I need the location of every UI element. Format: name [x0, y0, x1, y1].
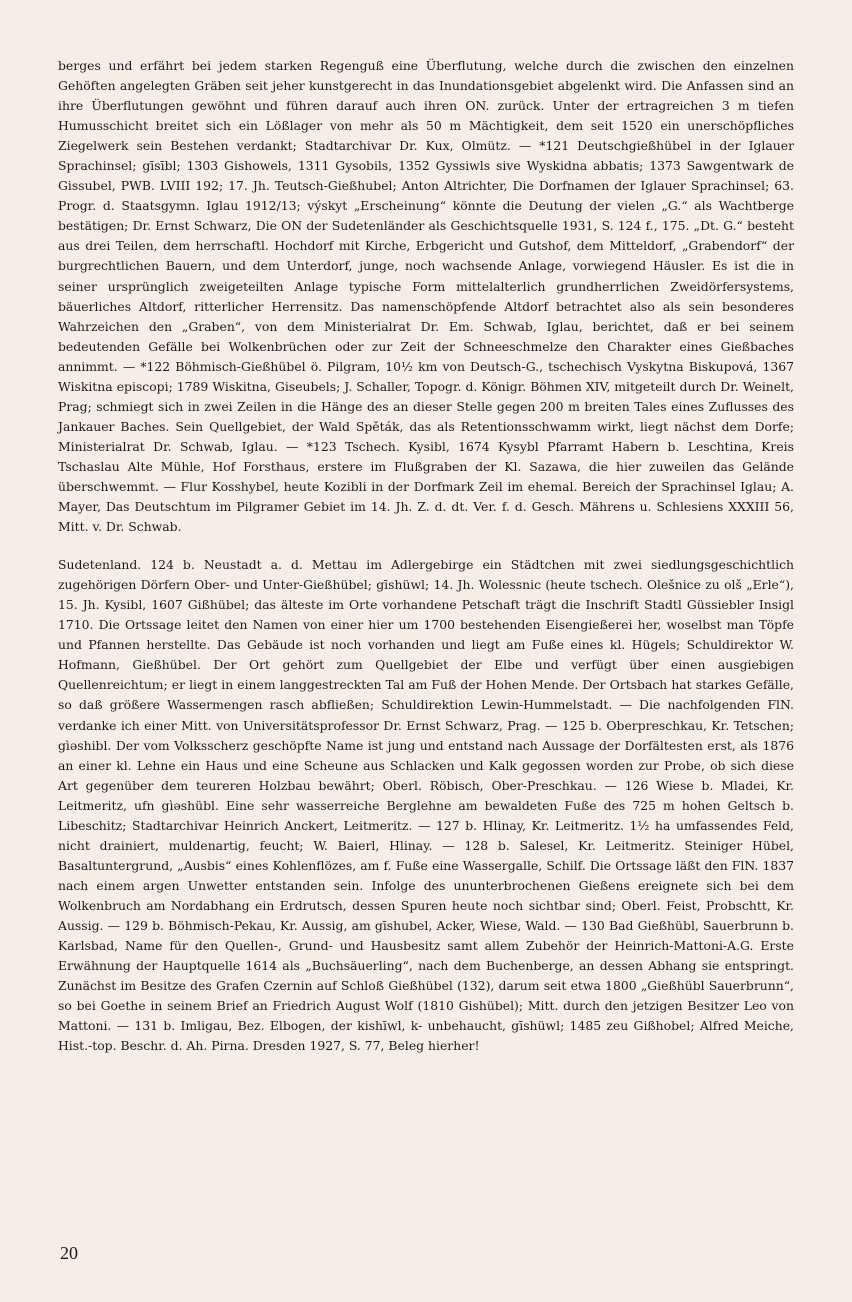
paragraph-iglau-entries: berges und erfährt bei jedem starken Regenguß eine Überflutung, welche durch die zwischen den einzelnen Gehöften angelegten Gräben seit jeher kunstgerecht in das Inundationsgebiet abgelenkt wird. Die Anfassen sind an ihre Überflutungen gewöhnt und führen darauf auch ihren ON. zurück. Unter der ertragreichen 3 m tiefen Humusschicht breitet sich ein Lößlager von mehr als 50 m Mächtigkeit, dem seit 1520 ein unerschöpfliches Ziegelwerk sein Bestehen verdankt; Stadtarchivar Dr. Kux, Olmütz. — *121 Deutschgießhübel in der Iglauer Sprachinsel; gīsībl; 1303 Gishowels, 1311 Gysobils, 1352 Gyssiwls sive Wyskidna abbatis; 1373 Sawgentwark de Gissubel, PWB. LVIII 192; 17. Jh. Teutsch-Gießhubel; Anton Altrichter, Die Dorfnamen der Iglauer Sprachinsel; 63. Progr. d. Staatsgymn. Iglau 1912/13; výskyt „Erscheinung“ könnte die Deutung der vielen „G.“ als Wachtberge bestätigen; Dr. Ernst Schwarz, Die ON der Sudetenländer als Geschichtsquelle 1931, S. 124 f., 175. „Dt. G.“ besteht aus drei Teilen, dem herrschaftl. Hochdorf mit Kirche, Erbgericht und Gutshof, dem Mitteldorf, „Grabendorf“ der burgrechtlichen Bauern, und dem Unterdorf, junge, noch wachsende Anlage, vorwiegend Häusler. Es ist die in seiner ursprünglich zweigeteilten Anlage typische Form mittelalterlich grundherrlichen Zweidörfersystems, bäuerliches Altdorf, ritterlicher Herrensitz. Das namenschöpfende Altdorf betrachtet also als sein besonderes Wahrzeichen den „Graben“, von dem Ministerialrat Dr. Em. Schwab, Iglau, berichtet, daß er bei seinem bedeutenden Gefälle bei Wolkenbrüchen oder zur Zeit der Schneeschmelze den Charakter eines Gießbaches annimmt. — *122 Böhmisch-Gießhübel ö. Pilgram, 10½ km von Deutsch-G., tschechisch Vyskytna Biskupová, 1367 Wiskitna episcopi; 1789 Wiskitna, Giseubels; J. Schaller, Topogr. d. Königr. Böhmen XIV, mitgeteilt durch Dr. Weinelt, Prag; schmiegt sich in zwei Zeilen in die Hänge des an dieser Stelle gegen 200 m breiten Tales eines Zuflusses des Jankauer Baches. Sein Quellgebiet, der Wald Spěták, das als Retentionsschwamm wirkt, liegt nächst dem Dorfe; Ministerialrat Dr. Schwab, Iglau. — *123 Tschech. Kysibl, 1674 Kysybl Pfarramt Habern b. Leschtina, Kreis Tschaslau Alte Mühle, Hof Forsthaus, erstere im Flußgraben der Kl. Sazawa, die hier zuweilen das Gelände überschwemmt. — Flur Kosshybel, heute Kozibli in der Dorfmark Zeil im ehemal. Bereich der Sprachinsel Iglau; A. Mayer, Das Deutschtum im Pilgramer Gebiet im 14. Jh. Z. d. dt. Ver. f. d. Gesch. Mährens u. Schlesiens XXXIII 56, Mitt. v. Dr. Schwab. — [58, 58, 794, 535]
paragraph-sudetenland-entries: Sudetenland. 124 b. Neustadt a. d. Mettau im Adlergebirge ein Städtchen mit zwei siedlungsgeschichtlich zugehörigen Dörfern Ober- und Unter-Gießhübel; gīshüwl; 14. Jh. Wolessnic (heute tschech. Olešnice zu olš „Erle“), 15. Jh. Kysibl, 1607 Gißhübel; das älteste im Orte vorhandene Petschaft trägt die Inschrift Stadtl Güssiebler Insigl 1710. Die Ortssage leitet den Namen von einer hier um 1700 bestehenden Eisengießerei her, woselbst man Töpfe und Pfannen herstellte. Das Gebäude ist noch vorhanden und liegt am Fuße eines kl. Hügels; Schuldirektor W. Hofmann, Gießhübel. Der Ort gehört zum Quellgebiet der Elbe und verfügt über einen ausgiebigen Quellenreichtum; er liegt in einem langgestreckten Tal am Fuß der Hohen Mende. Der Ortsbach hat starkes Gefälle, so daß größere Wassermengen rasch abfließen; Schuldirektion Lewin-Hummelstadt. — Die nachfolgenden FlN. verdanke ich einer Mitt. von Universitätsprofessor Dr. Ernst Schwarz, Prag. — 125 b. Oberpreschkau, Kr. Tetschen; gìəshibl. Der vom Volksscherz geschöpfte Name ist jung und entstand nach Aussage der Dorfältesten erst, als 1876 an einer kl. Lehne ein Haus und eine Scheune aus Schlacken und Kalk gegossen worden zur Probe, ob sich diese Art gegenüber dem teureren Holzbau bewährt; Oberl. Röbisch, Ober-Preschkau. — 126 Wiese b. Mladei, Kr. Leitmeritz, ufn gìəshübl. Eine sehr wasserreiche Berglehne am bewaldeten Fuße des 725 m hohen Geltsch b. Libeschitz; Stadtarchivar Heinrich Anckert, Leitmeritz. — 127 b. Hlinay, Kr. Leitmeritz. 1½ ha umfassendes Feld, nicht drainiert, muldenartig, feucht; W. Baierl, Hlinay. — 128 b. Salesel, Kr. Leitmeritz. Steiniger Hübel, Basaltuntergrund, „Ausbis“ eines Kohlenflözes, am f. Fuße eine Wassergalle, Schilf. Die Ortssage läßt den FlN. 1837 nach einem argen Unwetter entstanden sein. Infolge des ununterbrochenen Gießens ereignete sich bei dem Wolkenbruch am Nordabhang ein Erdrutsch, dessen Spuren heute noch sichtbar sind; Oberl. Feist, Probschtt, Kr. Aussig. — 129 b. Böhmisch-Pekau, Kr. Aussig, am gīshubel, Acker, Wiese, Wald. — 130 Bad Gießhübl, Sauerbrunn b. Karlsbad, Name für den Quellen-, Grund- und Hausbesitz samt allem Zubehör der Heinrich-Mattoni-A.G. Erste Erwähnung der Hauptquelle 1614 als „Buchsäuerling“, nach dem Buchenberge, an dessen Abhang sie entspringt. Zunächst im Besitze des Grafen Czernin auf Schloß Gießhübel (132), darum seit etwa 1800 „Gießhübl Sauerbrunn“, so bei Goethe in seinem Brief an Friedrich August Wolf (1810 Gishübel); Mitt. durch den jetzigen Besitzer Leo von Mattoni. — 131 b. Imligau, Bez. Elbogen, der kishīwl, k- unbehaucht, gīshüwl; 1485 zeu Gißhobel; Alfred Meiche, Hist.-top. Beschr. d. Ah. Pirna. Dresden 1927, S. 77, Beleg hierher! — [58, 557, 794, 1054]
page-number: 20 — [60, 1243, 78, 1263]
